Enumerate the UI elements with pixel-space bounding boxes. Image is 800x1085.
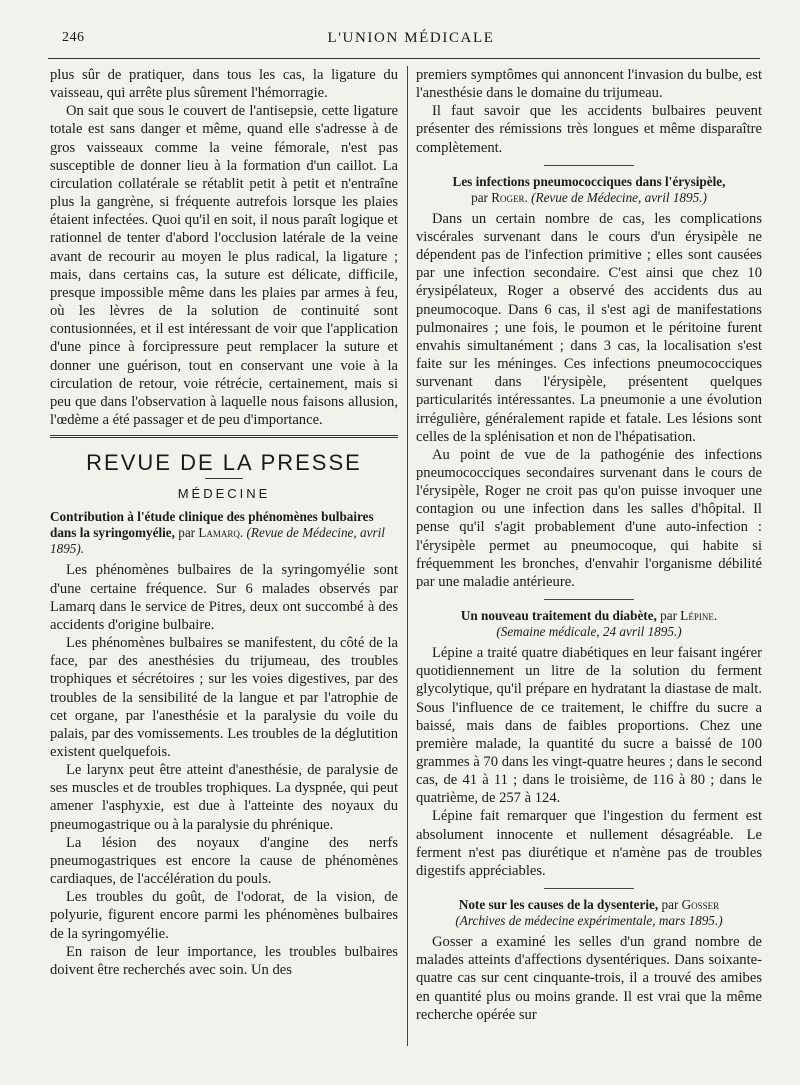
- article-separator: [544, 599, 634, 600]
- paragraph: premiers symptômes qui annoncent l'invasion du bulbe, est l'anesthésie dans le domaine du trijumeau.: [416, 67, 762, 102]
- article-title-text: Un nouveau traitement du diabète,: [460, 608, 657, 624]
- article-title-text: Note sur les causes de la dysenterie,: [458, 897, 659, 913]
- page-number: 246: [62, 30, 85, 45]
- article-separator: [544, 888, 634, 889]
- short-rule: [205, 478, 243, 479]
- article-separator: [544, 165, 634, 166]
- paragraph: Dans un certain nombre de cas, les complications viscérales survenant dans le cours d'un érysipèle ne dépendent pas de l'infection primitive ; elles sont causées par une infection secondaire. C'est ainsi que chez 10 érysipélateux, Roger a observé des accidents dus au pneumocoque. Dans 6 cas, il s'est agi de manifestations pulmonaires ; une fois, le poumon et le péritoine furent envahis simultanément ; dans 3 cas, la localisation s'est faite sur les méninges. Ces infections pneumococciques survenant dans l'érysipèle, présentent quelques particularités intéressantes. La pneumonie a une évolution irrégulière, généralement rapide et fatale. Les lésions sont celles de la splénisation et non de l'hépatisation.: [416, 210, 762, 445]
- paragraph: On sait que sous le couvert de l'antisepsie, cette ligature totale est sans danger et même, quand elle s'adresse à de gros vaisseaux comme la veine fémorale, n'est pas susceptible de donner lieu à la formation d'un caillot. La circulation collatérale se rétablit petit à petit et n'entraîne plus la gangrène, si fréquente autrefois lorsque les plaies étaient infectées. Quoi qu'il en soit, il nous paraît logique et rationnel de tenter d'abord l'occlusion latérale de la veine avant de recourir au moyen le plus radical, la ligature ; mais, dans certains cas, la suture est délicate, difficile, presque impossible même dans les plaies par armes à feu, où les lèvres de la solution de continuité sont contusionnées, et il est intéressant de voir que l'application d'une pince à forcipressure peut remplacer la suture et donner une guérison, tout en conservant une voie à la circulation de retour, voie rétrécie, certainement, mais si peu que dans l'observation à laquelle nous faisons allusion, l'œdème a été passager et de peu d'importance.: [50, 103, 398, 428]
- paragraph: Il faut savoir que les accidents bulbaires peuvent présenter des rémissions très longues et même disparaître complètement.: [416, 103, 762, 156]
- right-column: [416, 66, 762, 1024]
- paragraph: En raison de leur importance, les troubles bulbaires doivent être recherchés avec soin. Un des: [50, 943, 398, 978]
- paragraph: Lépine a traité quatre diabétiques en leur faisant ingérer quotidiennement un litre de la solution du ferment glycolytique, qu'il prépare en hydratant la diastase de malt. Sous l'influence de ce traitement, le chiffre du sucre a baissé, mais dans de faibles proportions. Chez une première malade, la quantité du sucre a baissé de 100 grammes à 70 dans les vingt-quatre heures ; dans le second cas, de 41 à 11 ; dans le troisième, de 116 à 80 ; dans le quatrième, de 257 à 124.: [416, 645, 762, 807]
- article-author: Roger.: [491, 189, 528, 205]
- article-by: par: [178, 525, 196, 541]
- article-source: (Revue de Médecine, avril 1895).: [50, 525, 385, 557]
- journal-title: L'UNION MÉDICALE: [327, 30, 495, 46]
- article-title: [416, 897, 762, 929]
- article-source: (Semaine médicale, 24 avril 1895.): [496, 624, 682, 640]
- paragraph: Lépine fait remarquer que l'ingestion du ferment est absolument innocente et nullement désagréable. Le ferment n'est pas diurétique et n'amène pas de troubles digestifs appréciables.: [416, 808, 762, 879]
- column-divider: [407, 66, 408, 1046]
- article-by: par: [661, 897, 679, 913]
- page-header: [62, 28, 760, 54]
- article-title: [416, 608, 762, 640]
- section-rule: [50, 435, 398, 438]
- article-source: (Archives de médecine expérimentale, mars 1895.): [455, 913, 723, 929]
- paragraph: plus sûr de pratiquer, dans tous les cas, la ligature du vaisseau, qui arrête plus sûrement l'hémorragie.: [50, 67, 398, 102]
- paragraph: Au point de vue de la pathogénie des infections pneumococciques secondaires survenant dans le cours de l'érysipèle, Roger ne croit pas qu'on puisse invoquer une contagion ou une infection dans les salles d'hôpital. Il pense qu'il s'agit probablement d'une auto-infection : l'érysipèle permet au pneumocoque, qui habite si fréquemment les bronches, d'envahir l'organisme débilité par une maladie antérieure.: [416, 446, 762, 590]
- article-title: [50, 509, 398, 557]
- article-title-text: Contribution à l'étude clinique des phénomènes bulbaires dans la syringomyélie,: [50, 509, 374, 541]
- subsection-title: MÉDECINE: [177, 486, 271, 502]
- article-source: (Revue de Médecine, avril 1895.): [531, 189, 707, 205]
- paragraph: Les troubles du goût, de l'odorat, de la vision, de polyurie, figurent encore parmi les phénomènes bulbaires de la syringomyélie.: [50, 889, 398, 942]
- article-by: par: [471, 189, 488, 205]
- paragraph: Le larynx peut être atteint d'anesthésie, de paralysie de ses muscles et de troubles trophiques. La dyspnée, qui peut amener l'asphyxie, est due à l'atteinte des noyaux du pneumogastrique ou à la paralysie du phrénique.: [50, 762, 398, 833]
- left-column: [50, 66, 398, 979]
- paragraph: La lésion des noyaux d'angine des nerfs pneumogastriques est encore la cause de phénomènes cardiaques, de l'accélération du pouls.: [50, 834, 398, 888]
- paragraph: Gosser a examiné les selles d'un grand nombre de malades atteints d'affections dysentériques. Dans soixante-quatre cas sur cent cinquante-trois, il a trouvé des amibes en quantité plus ou moins grande. Il est vrai que la même recherche opérée sur: [416, 934, 762, 1023]
- section-title: REVUE DE LA PRESSE: [86, 450, 362, 476]
- article-author: Gosser: [681, 897, 720, 913]
- paragraph: Les phénomènes bulbaires de la syringomyélie sont d'une certaine fréquence. Sur 6 malades observés par Lamarq dans le service de Pitres, deux ont succombé à des accidents d'origine bulbaire.: [50, 562, 398, 633]
- article-author: Lépine.: [680, 608, 718, 624]
- article-title: [416, 174, 762, 206]
- header-rule: [48, 58, 760, 59]
- article-title-text: Les infections pneumococciques dans l'érysipèle,: [452, 173, 726, 189]
- article-author: Lamarq.: [198, 525, 244, 541]
- article-by: par: [660, 608, 677, 624]
- paragraph: Les phénomènes bulbaires se manifestent, du côté de la face, par des anesthésies du trijumeau, des troubles trophiques et sécrétoires ; sur les voies digestives, par des troubles de la sensibilité de la langue et par l'atrophie de cet organe, par l'anesthésie et la paralysie du voile du palais, par des vomissements. Les troubles de la déglutition existent quelquefois.: [50, 635, 398, 760]
